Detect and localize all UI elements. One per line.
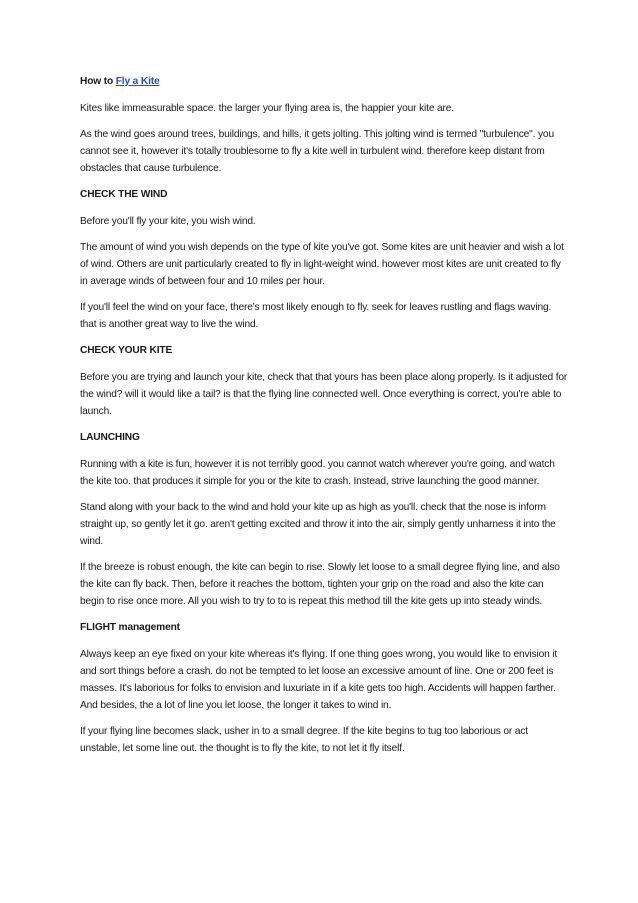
paragraph-wind-intro: As the wind goes around trees, buildings, and hills, it gets jolting. This jolting wind is termed "turbulence". you cannot see it, however it's totally troublesome to fly a kite well in turbulent wind. therefore keep distant from obstacles that cause turbulence. [80, 129, 554, 174]
paragraph-launch-2: Stand along with your back to the wind and hold your kite up as high as you'll. check that the nose is inform straight up, so gently let it go. aren't getting excited and throw it into the air, simply gently unharness it into the wind. [80, 502, 556, 547]
heading-launching: LAUNCHING [80, 432, 140, 443]
paragraph-intro: Kites like immeasurable space. the larger your flying area is, the happier your kite are. [80, 103, 454, 114]
paragraph-launch-3: If the breeze is robust enough, the kite can begin to rise. Slowly let loose to a small degree flying line, and also the kite can fly back. Then, before it reaches the bottom, tighten your grip on the road and also the kite can begin to rise once more. All you wish to try to to is repeat this method till the kite gets up into steady winds. [80, 562, 560, 607]
title-prefix: How to [80, 76, 116, 87]
heading-flight-management: FLIGHT management [80, 622, 180, 633]
document-title [80, 73, 570, 90]
paragraph-kite-1: Before you are trying and launch your kite, check that that yours has been place along properly. Is it adjusted for the wind? will it would like a tail? is that the flying line connected well. Once everything is correct, you're able to launch. [80, 372, 568, 417]
heading-check-kite: CHECK YOUR KITE [80, 345, 173, 356]
paragraph-wind-2: The amount of wind you wish depends on the type of kite you've got. Some kites are unit heavier and wish a lot of wind. Others are unit particularly created to fly in light-weight wind. however most kites are unit created to fly in average winds of between four and 10 miles per hour. [80, 242, 564, 287]
paragraph-wind-3: If you'll feel the wind on your face, there's most likely enough to fly. seek for leaves rustling and flags waving. that is another great way to live the wind. [80, 302, 552, 330]
document-page [80, 73, 570, 766]
paragraph-wind-1: Before you'll fly your kite, you wish wind. [80, 216, 256, 227]
title-link[interactable]: Fly a Kite [115, 76, 160, 87]
paragraph-flight-1: Always keep an eye fixed on your kite whereas it's flying. If one thing goes wrong, you would like to envision it and sort things before a crash. do not be tempted to let loose an excessive amount of line. One or 200 feet is masses. It's laborious for folks to envision and luxuriate in if a kite gets too high. Accidents will happen farther. And besides, the a lot of line you let loose, the longer it takes to wind in. [80, 649, 558, 711]
paragraph-flight-2: If your flying line becomes slack, usher in to a small degree. If the kite begins to tug too laborious or act unstable, let some line out. the thought is to fly the kite, to not let it fly itself. [80, 726, 528, 754]
paragraph-launch-1: Running with a kite is fun, however it is not terribly good. you cannot watch wherever you're going, and watch the kite too. that produces it simple for you or the kite to crash. Instead, strive launching the good manner. [80, 459, 555, 487]
heading-check-wind: CHECK THE WIND [80, 189, 168, 200]
